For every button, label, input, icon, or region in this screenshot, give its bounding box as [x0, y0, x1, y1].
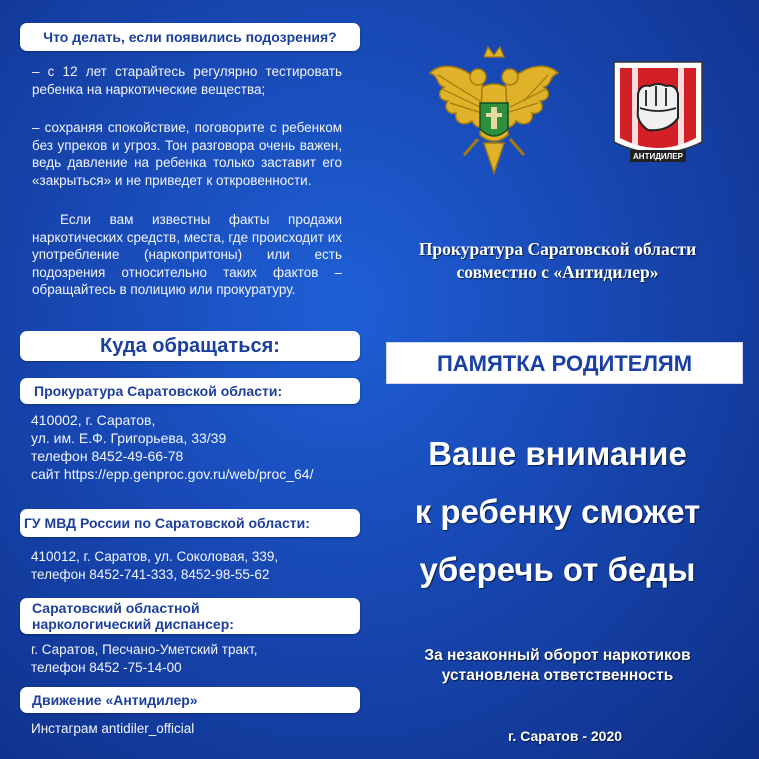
org-title-line1: Прокуратура Саратовской области — [418, 239, 697, 259]
memo-title: ПАМЯТКА РОДИТЕЛЯМ — [436, 351, 693, 376]
responsibility-note — [380, 646, 735, 686]
prosecutor-site: сайт https://epp.genproc.gov.ru/web/proc_64/ — [31, 466, 314, 482]
org-title-line2: совместно с «Антидилер» — [456, 262, 659, 282]
prosecutor-emblem-icon — [428, 43, 560, 183]
narco-title-line1: Саратовский областной — [32, 600, 200, 616]
antidiler-logo-text: АНТИДИЛЕР — [633, 152, 683, 161]
antidiler-title-label: Движение «Антидилер» — [32, 692, 198, 708]
slogan-line1: Ваше внимание — [428, 435, 687, 472]
responsibility-line1: За незаконный оборот наркотиков — [424, 647, 691, 664]
slogan — [380, 425, 735, 599]
mvd-phone: телефон 8452-741-333, 8452-98-55-62 — [31, 566, 270, 582]
narco-phone: телефон 8452 -75-14-00 — [31, 659, 182, 675]
slogan-line3: уберечь от беды — [419, 551, 696, 588]
memo-title-box — [386, 342, 743, 384]
prosecutor-contacts — [31, 411, 361, 483]
prosecutor-address-2: ул. им. Е.Ф. Григорьева, 33/39 — [31, 430, 227, 446]
prosecutor-address-1: 410002, г. Саратов, — [31, 412, 156, 428]
antidiler-instagram: Инстаграм antidiler_official — [31, 721, 195, 736]
advice-paragraph-3: Если вам известны факты продажи наркотических средств, места, где происходит их употребление (наркопритоны) или есть подозрения относительно таких фактов – обращайтесь в полицию или прокуратуру. — [32, 212, 342, 297]
narco-title — [20, 598, 360, 634]
slogan-line2: к ребенку сможет — [414, 493, 701, 530]
prosecutor-title — [20, 378, 360, 404]
org-title — [380, 238, 735, 284]
narco-address: г. Саратов, Песчано-Уметский тракт, — [31, 642, 258, 657]
prosecutor-phone: телефон 8452-49-66-78 — [31, 448, 184, 464]
mvd-contacts — [31, 548, 361, 583]
header-where-to-apply — [20, 331, 360, 361]
responsibility-line2: установлена ответственность — [441, 667, 674, 684]
mvd-address: 410012, г. Саратов, ул. Соколовая, 339, — [31, 549, 279, 564]
header-suspicion-label: Что делать, если появились подозрения? — [43, 29, 337, 45]
footer-city-year: г. Саратов - 2020 — [507, 728, 623, 744]
mvd-title-label: ГУ МВД России по Саратовской области: — [24, 515, 310, 531]
narco-contacts — [31, 641, 361, 676]
header-where-label: Куда обращаться: — [100, 335, 280, 357]
advice-paragraph-1: – с 12 лет старайтесь регулярно тестировать ребенка на наркотические вещества; — [32, 64, 342, 97]
prosecutor-title-label: Прокуратура Саратовской области: — [34, 383, 283, 399]
antidiler-title — [20, 687, 360, 713]
narco-title-line2: наркологический диспансер: — [32, 616, 234, 632]
advice-paragraph-2: – сохраняя спокойствие, поговорите с ребенком без упреков и угроз. Тон разговора очень важен, ведь давление на ребенка только заставит его «закрыться» и не приведет к откровенности. — [32, 120, 342, 188]
header-suspicion — [20, 23, 360, 51]
mvd-title — [20, 509, 360, 537]
